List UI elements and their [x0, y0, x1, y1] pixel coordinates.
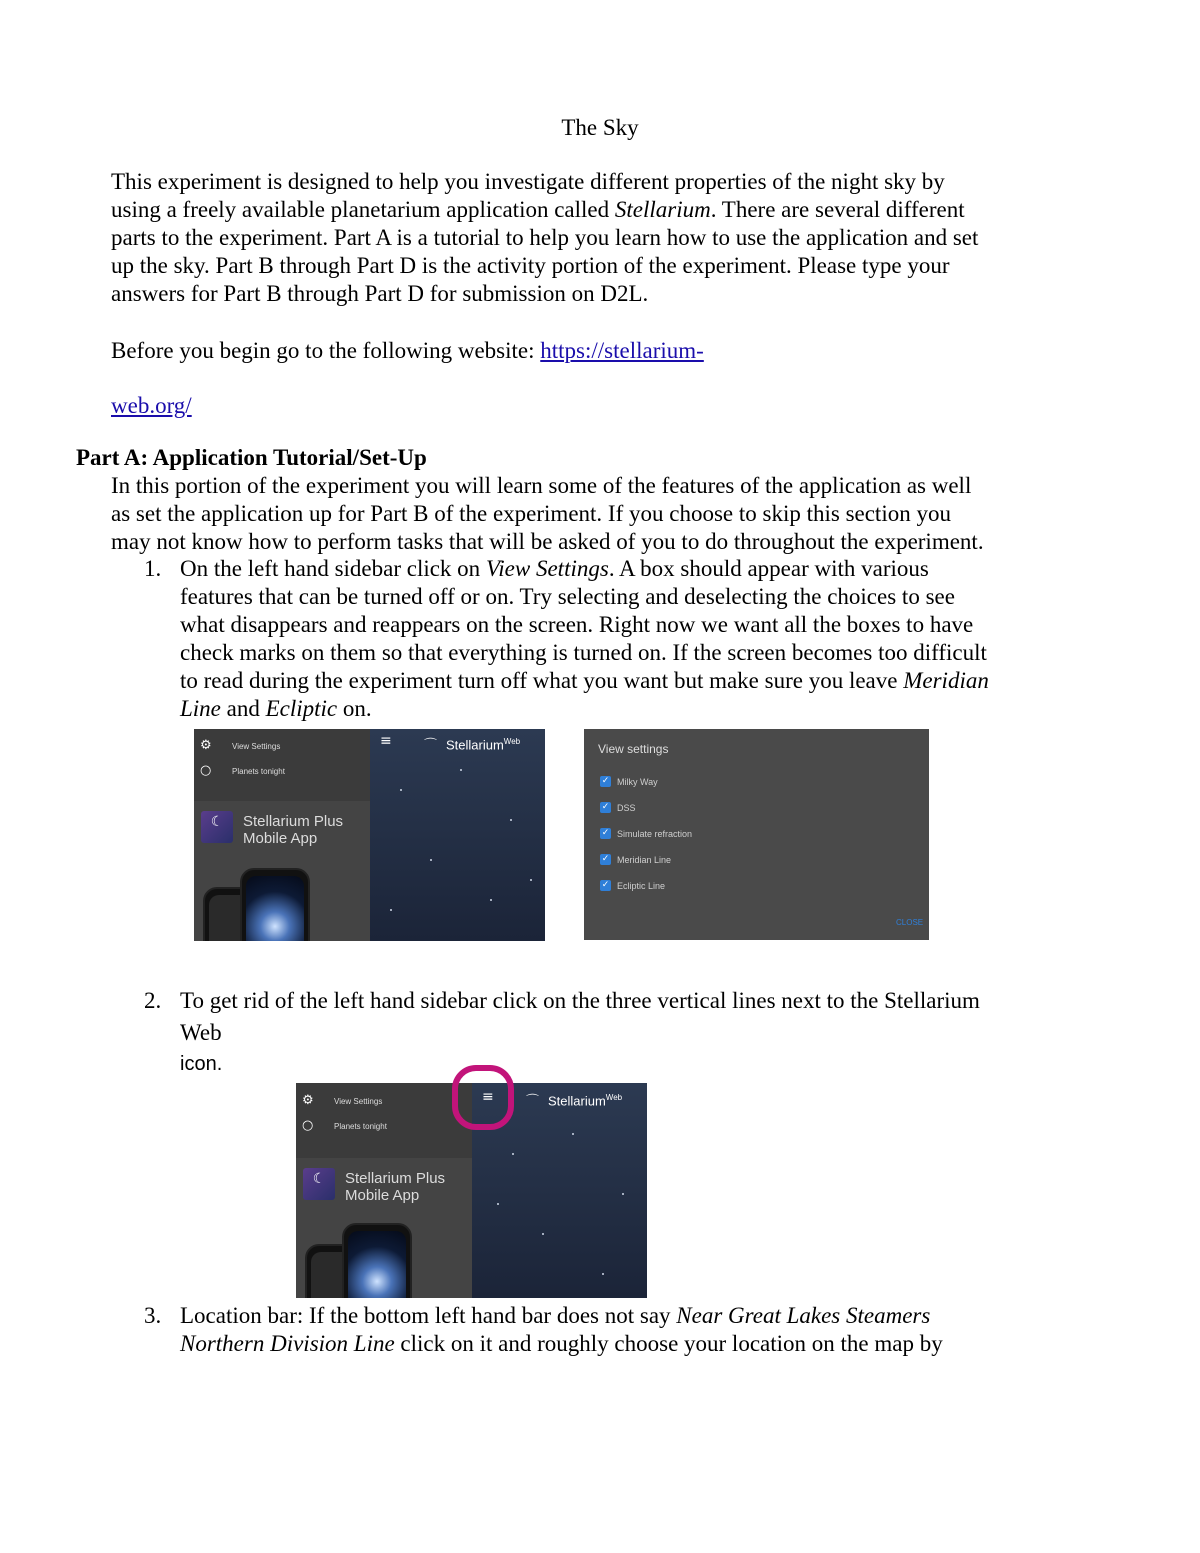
step-3-line-2: Northern Division Line click on it and roughly choose your location on the map by: [180, 1331, 943, 1356]
step-1-number: 1.: [144, 556, 162, 581]
checkbox-milky-way[interactable]: ✓: [601, 776, 610, 786]
promo-card[interactable]: [194, 801, 370, 941]
gear-icon: ⚙: [302, 1093, 314, 1108]
option-milky-way: Milky Way: [617, 777, 658, 787]
page-title: The Sky: [561, 115, 639, 140]
option-simulate-refraction: Simulate refraction: [617, 829, 693, 839]
step-2-line-1: To get rid of the left hand sidebar click on the three vertical lines next to the Stellarium: [180, 988, 980, 1013]
intro-line-5: answers for Part B through Part D for submission on D2L.: [111, 281, 649, 306]
part-a-line-3: may not know how to perform tasks that will be asked of you to do throughout the experiment.: [111, 529, 984, 554]
moon-icon: ☾: [201, 811, 233, 843]
menu-planets-tonight-2[interactable]: Planets tonight: [334, 1122, 387, 1131]
stellarium-logo-icon: ⌒: [526, 1094, 540, 1109]
part-a-line-2: as set the application up for Part B of the experiment. If you choose to skip this section you: [111, 501, 951, 526]
menu-view-settings-2[interactable]: View Settings: [334, 1097, 383, 1106]
gear-icon: ⚙: [200, 738, 212, 753]
step-2-line-3: icon.: [180, 1053, 223, 1075]
step-3-line-1: Location bar: If the bottom left hand bar does not say Near Great Lakes Steamers: [180, 1303, 931, 1328]
intro-line-2: using a freely available planetarium application called Stellarium. There are several different: [111, 197, 965, 222]
part-a-line-1: In this portion of the experiment you will learn some of the features of the application as well: [111, 473, 972, 498]
hamburger-menu-icon[interactable]: ≡: [380, 733, 392, 749]
stellarium-logo-icon: ⌒: [424, 738, 438, 753]
checkbox-ecliptic-line[interactable]: ✓: [601, 880, 610, 890]
step-1-line-5: to read during the experiment turn off what you want but make sure you leave Meridian: [180, 668, 989, 693]
checkbox-meridian-line[interactable]: ✓: [601, 854, 610, 864]
highlight-circle-annotation: [452, 1065, 514, 1130]
checkbox-dss[interactable]: ✓: [601, 802, 610, 812]
stellarium-link-continued[interactable]: web.org/: [111, 393, 192, 418]
app-sidebar-2: [296, 1083, 472, 1298]
step-2-line-2: Web: [180, 1020, 222, 1045]
circle-icon: ○: [302, 1118, 314, 1133]
intro-line-4: up the sky. Part B through Part D is the activity portion of the experiment. Please type your: [111, 253, 950, 278]
step-3-number: 3.: [144, 1303, 162, 1328]
menu-planets-tonight[interactable]: Planets tonight: [232, 767, 285, 776]
hamburger-menu-icon[interactable]: ≡: [482, 1089, 494, 1105]
brand-name-2: Stellarium$^{Web}$: [548, 1093, 623, 1109]
promo-title-2b: Mobile App: [345, 1187, 420, 1204]
moon-icon: ☾: [303, 1168, 335, 1200]
option-dss: DSS: [617, 803, 636, 813]
step-1-line-3: what disappears and reappears on the screen. Right now we want all the boxes to have: [180, 612, 974, 637]
step-1-line-1: On the left hand sidebar click on View Settings. A box should appear with various: [180, 556, 929, 581]
promo-title-1: Stellarium Plus: [243, 813, 344, 830]
phone-image-front-2: [342, 1223, 412, 1298]
checkbox-simulate-refraction[interactable]: ✓: [601, 828, 610, 838]
phone-image-front: [240, 868, 310, 941]
step-1-line-2: features that can be turned off or on. Try selecting and deselecting the choices to see: [180, 584, 955, 609]
sky-view: [370, 729, 545, 941]
promo-card-2[interactable]: [296, 1158, 472, 1298]
app-sidebar: [194, 729, 370, 941]
brand-name: Stellarium$^{Web}$: [446, 737, 521, 753]
step-1-line-6: Line and Ecliptic on.: [180, 696, 372, 721]
close-button[interactable]: CLOSE: [896, 918, 924, 927]
view-settings-title: View settings: [598, 742, 669, 756]
step-2-number: 2.: [144, 988, 162, 1013]
before-begin-line: Before you begin go to the following website: https://stellarium-: [111, 338, 704, 363]
intro-line-3: parts to the experiment. Part A is a tutorial to help you learn how to use the application and set: [111, 225, 979, 250]
stellarium-link[interactable]: https://stellarium-: [540, 338, 704, 363]
link-continuation: [111, 392, 192, 420]
step-1-line-4: check marks on them so that everything is turned on. If the screen becomes too difficult: [180, 640, 987, 665]
intro-line-1: This experiment is designed to help you investigate different properties of the night sky by: [111, 169, 945, 194]
circle-icon: ○: [200, 763, 212, 778]
promo-title-2: Mobile App: [243, 830, 318, 847]
option-meridian-line: Meridian Line: [617, 855, 672, 865]
promo-title-1b: Stellarium Plus: [345, 1170, 446, 1187]
part-a-heading: Part A: Application Tutorial/Set-Up: [76, 445, 427, 470]
screenshot-view-settings: [584, 729, 929, 940]
option-ecliptic-line: Ecliptic Line: [617, 881, 666, 891]
menu-view-settings[interactable]: View Settings: [232, 742, 281, 751]
screenshot-sidebar: [194, 729, 545, 941]
